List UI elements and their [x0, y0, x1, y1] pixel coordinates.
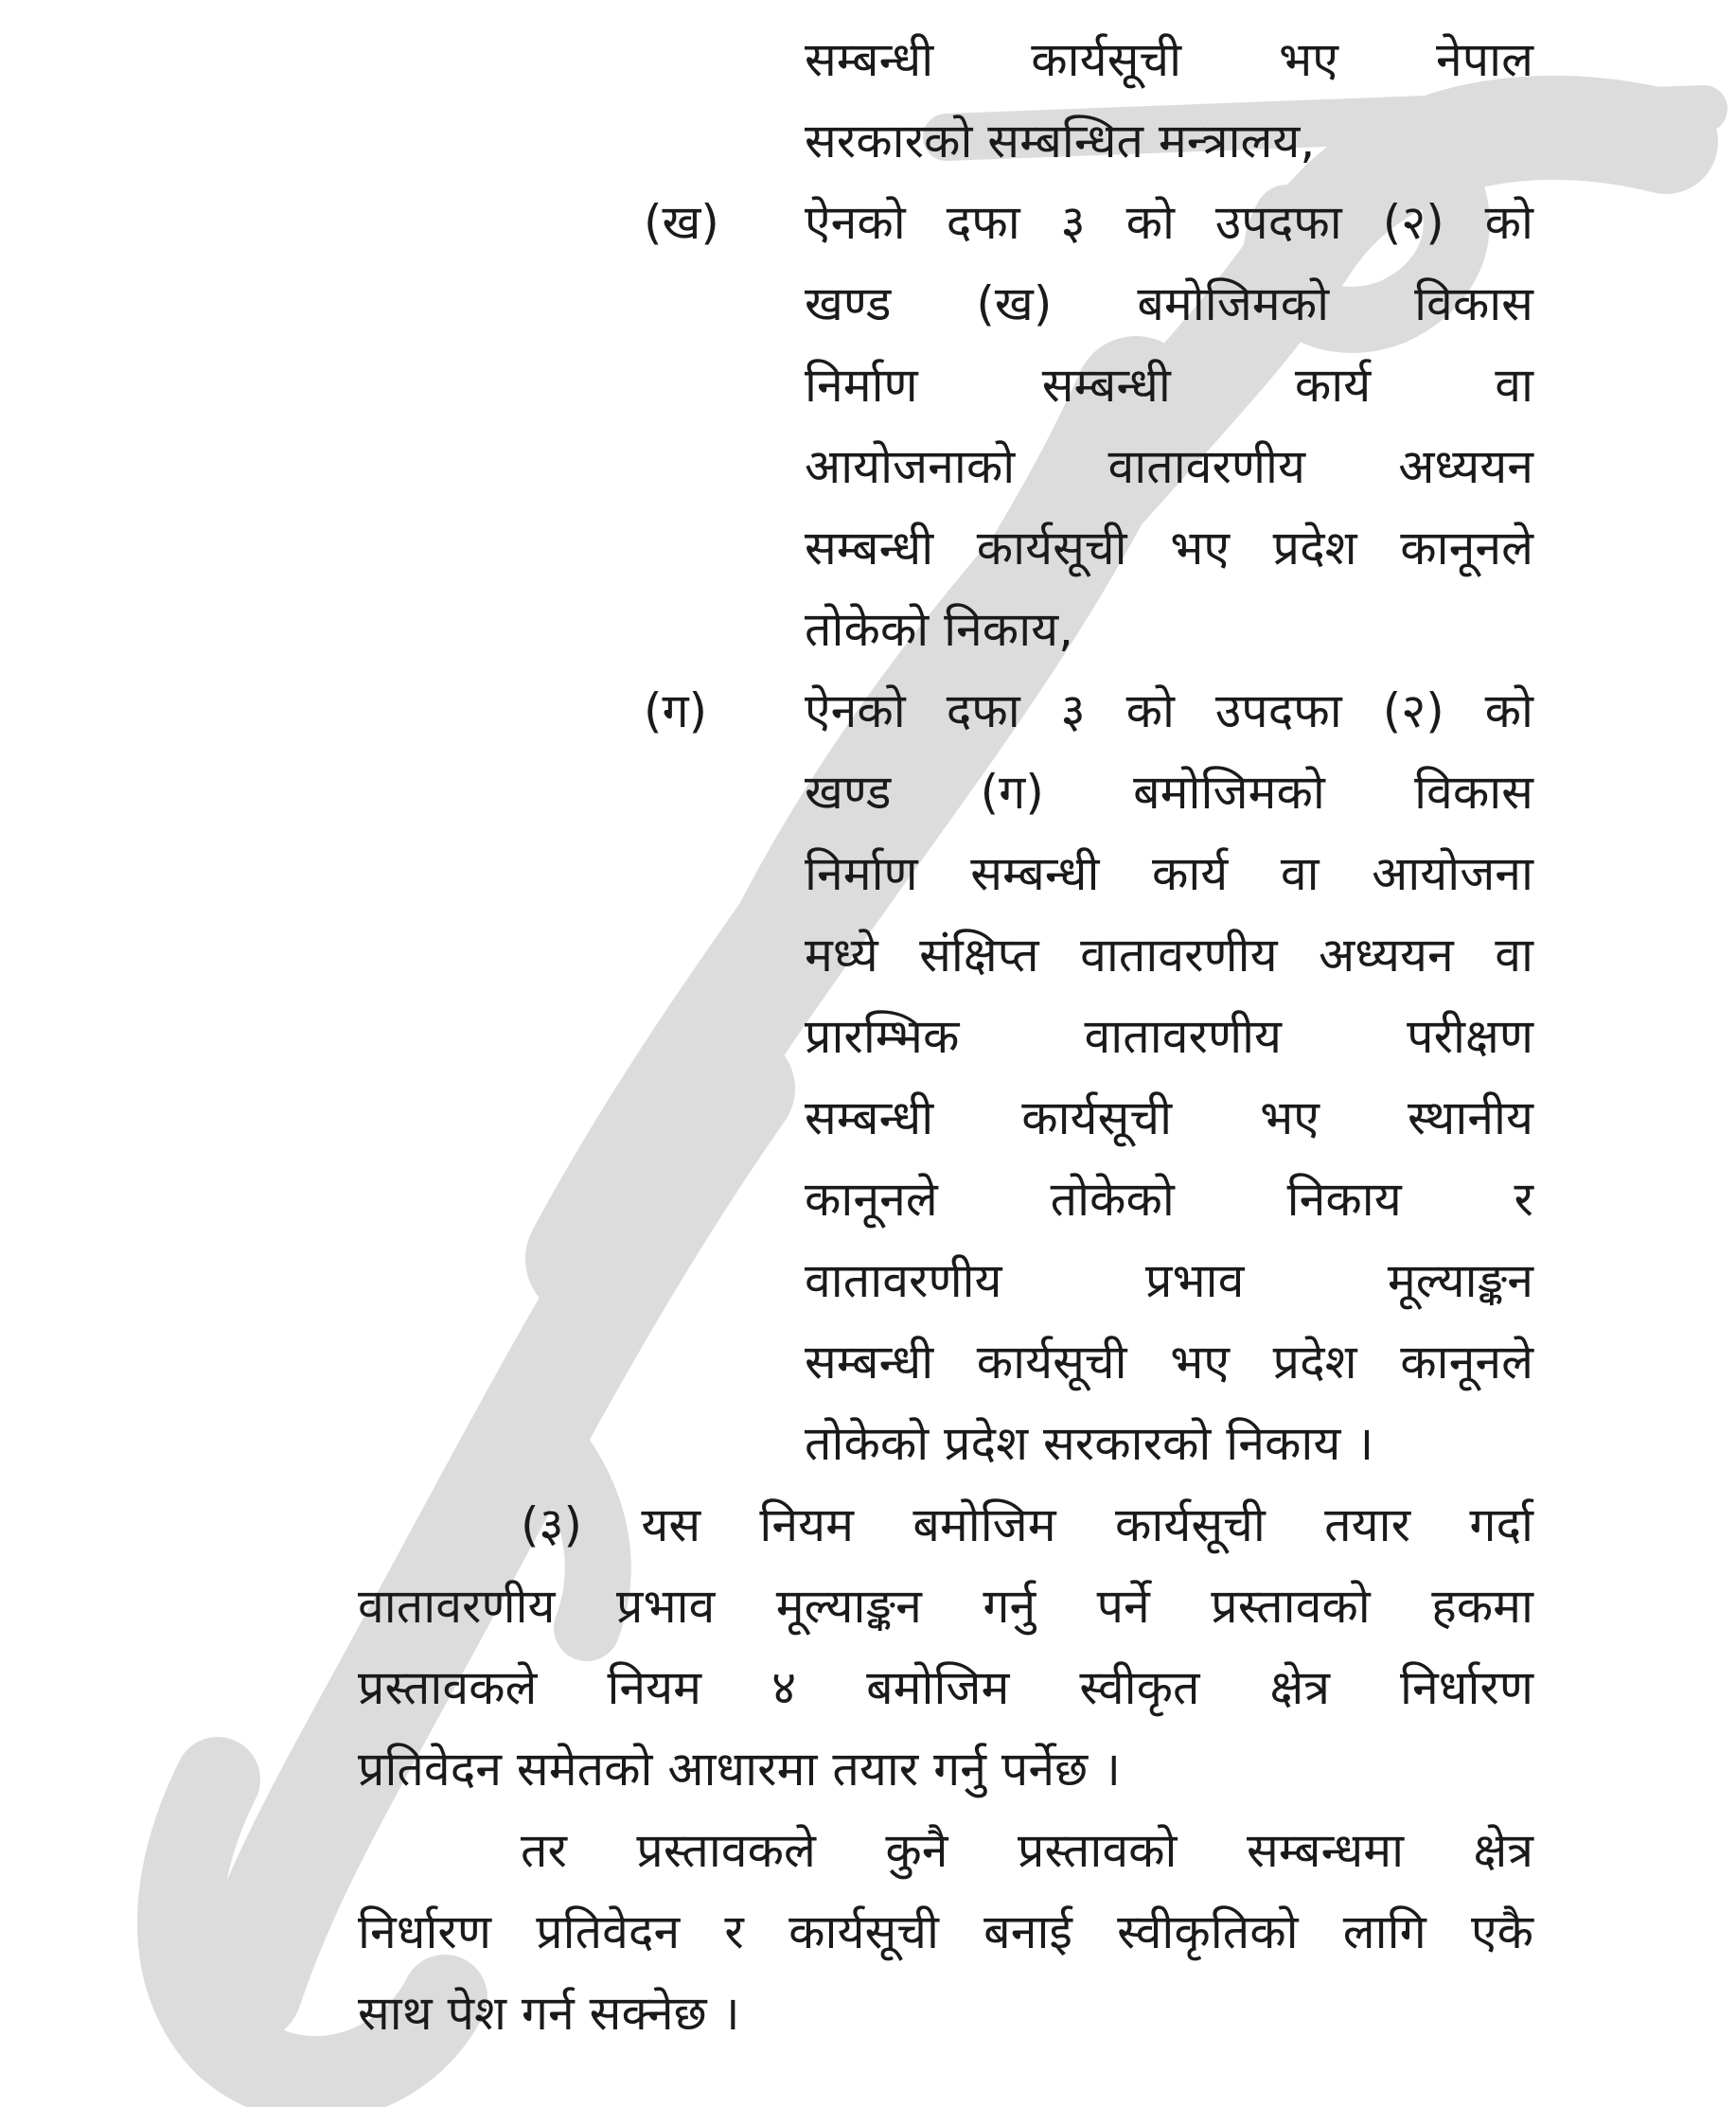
text-line: साथ पेश गर्न सक्नेछ ।	[358, 1986, 740, 2041]
text-line: प्रतिवेदन समेतको आधारमा तयार गर्नु पर्नेछ ।	[358, 1742, 1121, 1797]
text-line: सरकारको सम्बन्धित मन्त्रालय,	[805, 114, 1316, 168]
text-line: तोकेको निकाय,	[805, 602, 1074, 657]
text-line: निर्माण सम्बन्धी कार्य वा	[805, 358, 1533, 413]
text-line: आयोजनाको वातावरणीय अध्ययन	[805, 439, 1533, 494]
text-line: मध्ये संक्षिप्त वातावरणीय अध्ययन वा	[805, 928, 1533, 983]
text-line: तोकेको प्रदेश सरकारको निकाय ।	[805, 1416, 1374, 1471]
text-line: खण्ड (ख) बमोजिमको विकास	[805, 276, 1533, 331]
text-line: निर्धारण प्रतिवेदन र कार्यसूची बनाई स्वीकृतिको लागि एकै	[358, 1904, 1533, 1959]
text-line: तर प्रस्तावकले कुनै प्रस्तावको सम्बन्धमा क्षेत्र	[521, 1823, 1533, 1878]
text-line: ऐनको दफा ३ को उपदफा (२) को	[805, 683, 1533, 738]
text-line: निर्माण सम्बन्धी कार्य वा आयोजना	[805, 846, 1533, 901]
text-line: सम्बन्धी कार्यसूची भए प्रदेश कानूनले	[805, 1335, 1533, 1390]
text-line: सम्बन्धी कार्यसूची भए स्थानीय	[805, 1090, 1533, 1145]
text-line: सम्बन्धी कार्यसूची भए प्रदेश कानूनले	[805, 521, 1533, 575]
text-line: वातावरणीय प्रभाव मूल्याङ्कन गर्नु पर्ने प्रस्तावको हकमा	[358, 1579, 1533, 1634]
item-marker: (ग)	[644, 683, 708, 738]
text-line: प्रस्तावकले नियम ४ बमोजिम स्वीकृत क्षेत्र निर्धारण	[358, 1660, 1533, 1715]
item-marker: (ख)	[644, 195, 719, 250]
text-line: कानूनले तोकेको निकाय र	[805, 1172, 1533, 1227]
text-line: वातावरणीय प्रभाव मूल्याङ्कन	[805, 1253, 1533, 1308]
text-line: प्रारम्भिक वातावरणीय परीक्षण	[805, 1009, 1533, 1064]
text-line: सम्बन्धी कार्यसूची भए नेपाल	[805, 32, 1533, 87]
text-line: खण्ड (ग) बमोजिमको विकास	[805, 765, 1533, 820]
text-line: (३) यस नियम बमोजिम कार्यसूची तयार गर्दा	[521, 1497, 1533, 1552]
text-line: ऐनको दफा ३ को उपदफा (२) को	[805, 195, 1533, 250]
